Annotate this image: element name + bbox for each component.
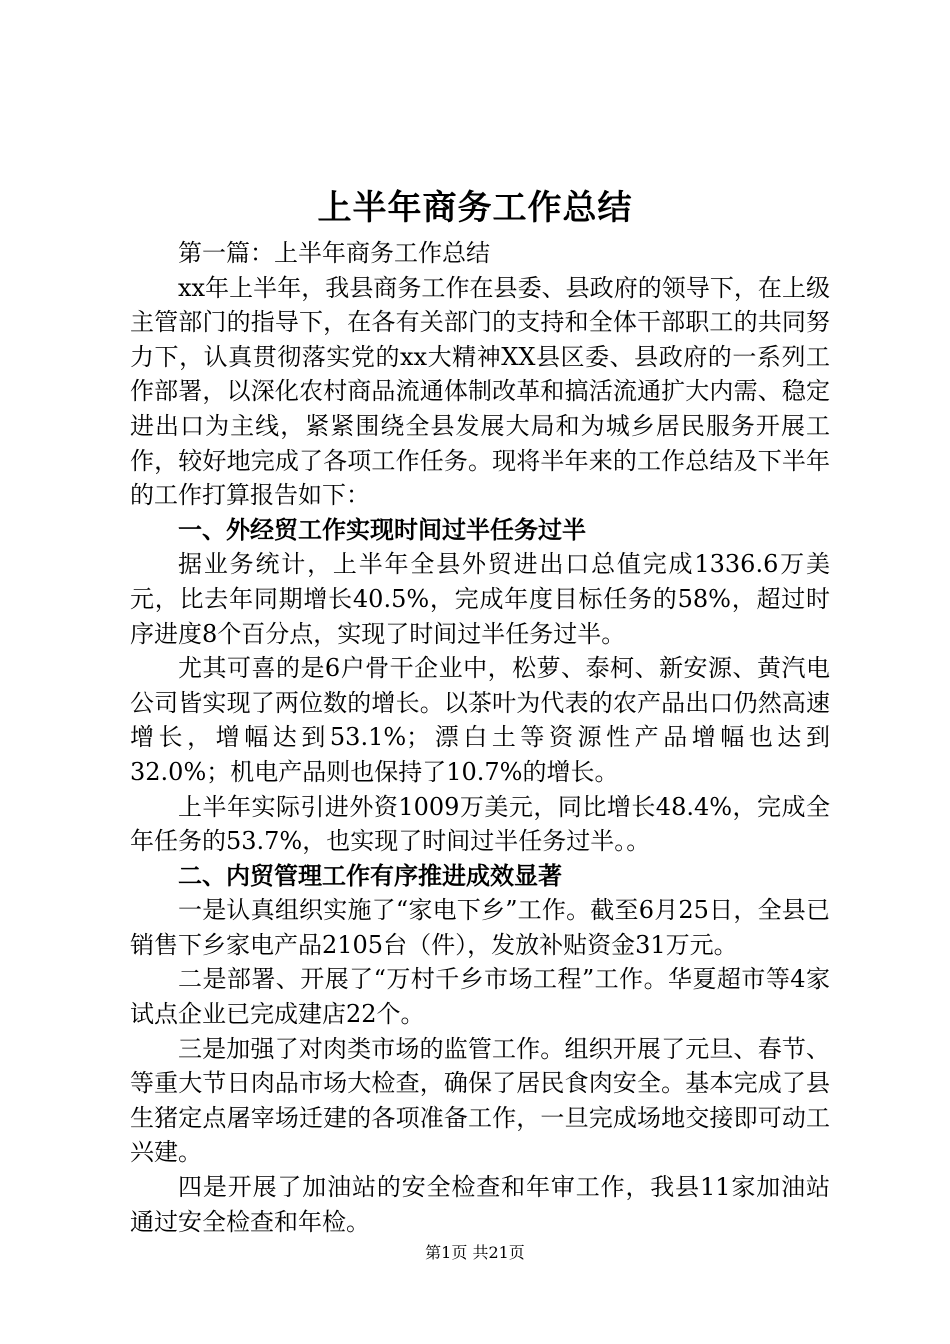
- paragraph-enterprise-growth: 尤其可喜的是6户骨干企业中，松萝、泰柯、新安源、黄汽电公司皆实现了两位数的增长。以茶叶为代表的农产品出口仍然高速增长，增幅达到53.1%；漂白土等资源性产品增幅也达到32.0%；机电产品则也保持了10.7%的增长。: [130, 654, 830, 786]
- page-footer: 第1页 共21页: [425, 1243, 525, 1262]
- paragraph-appliances: 一是认真组织实施了“家电下乡”工作。截至6月25日，全县已销售下乡家电产品2105台（件），发放补贴资金31万元。: [130, 896, 830, 959]
- paragraph-meat-market: 三是加强了对肉类市场的监管工作。组织开展了元旦、春节、等重大节日肉品市场大检查，确保了居民食肉安全。基本完成了县生猪定点屠宰场迁建的各项准备工作，一旦完成场地交接即可动工兴建。: [130, 1034, 830, 1167]
- paragraph-foreign-investment: 上半年实际引进外资1009万美元，同比增长48.4%，完成全年任务的53.7%，也实现了时间过半任务过半。。: [130, 792, 830, 856]
- document-title: 上半年商务工作总结: [317, 188, 633, 228]
- paragraph-trade-stats: 据业务统计，上半年全县外贸进出口总值完成1336.6万美元，比去年同期增长40.5%，完成年度目标任务的58%，超过时序进度8个百分点，实现了时间过半任务过半。: [130, 550, 830, 648]
- document-body: [130, 236, 830, 1239]
- paragraph-gas-stations: 四是开展了加油站的安全检查和年审工作，我县11家加油站通过安全检查和年检。: [130, 1173, 830, 1236]
- intro-paragraph: xx年上半年，我县商务工作在县委、县政府的领导下，在上级主管部门的指导下，在各有关部门的支持和全体干部职工的共同努力下，认真贯彻落实党的xx大精神XX县区委、县政府的一系列工作部署，以深化农村商品流通体制改革和搞活流通扩大内需、稳定进出口为主线，紧紧围绕全县发展大局和为城乡居民服务开展工作，较好地完成了各项工作任务。现将半年来的工作总结及下半年的工作打算报告如下：: [130, 273, 830, 510]
- paragraph-market-project: 二是部署、开展了“万村千乡市场工程”工作。华夏超市等4家试点企业已完成建店22个。: [130, 965, 830, 1029]
- heading-foreign-trade: 一、外经贸工作实现时间过半任务过半: [178, 514, 586, 544]
- heading-domestic-trade: 二、内贸管理工作有序推进成效显著: [178, 860, 562, 890]
- section-heading-first: 第一篇：上半年商务工作总结: [178, 239, 490, 267]
